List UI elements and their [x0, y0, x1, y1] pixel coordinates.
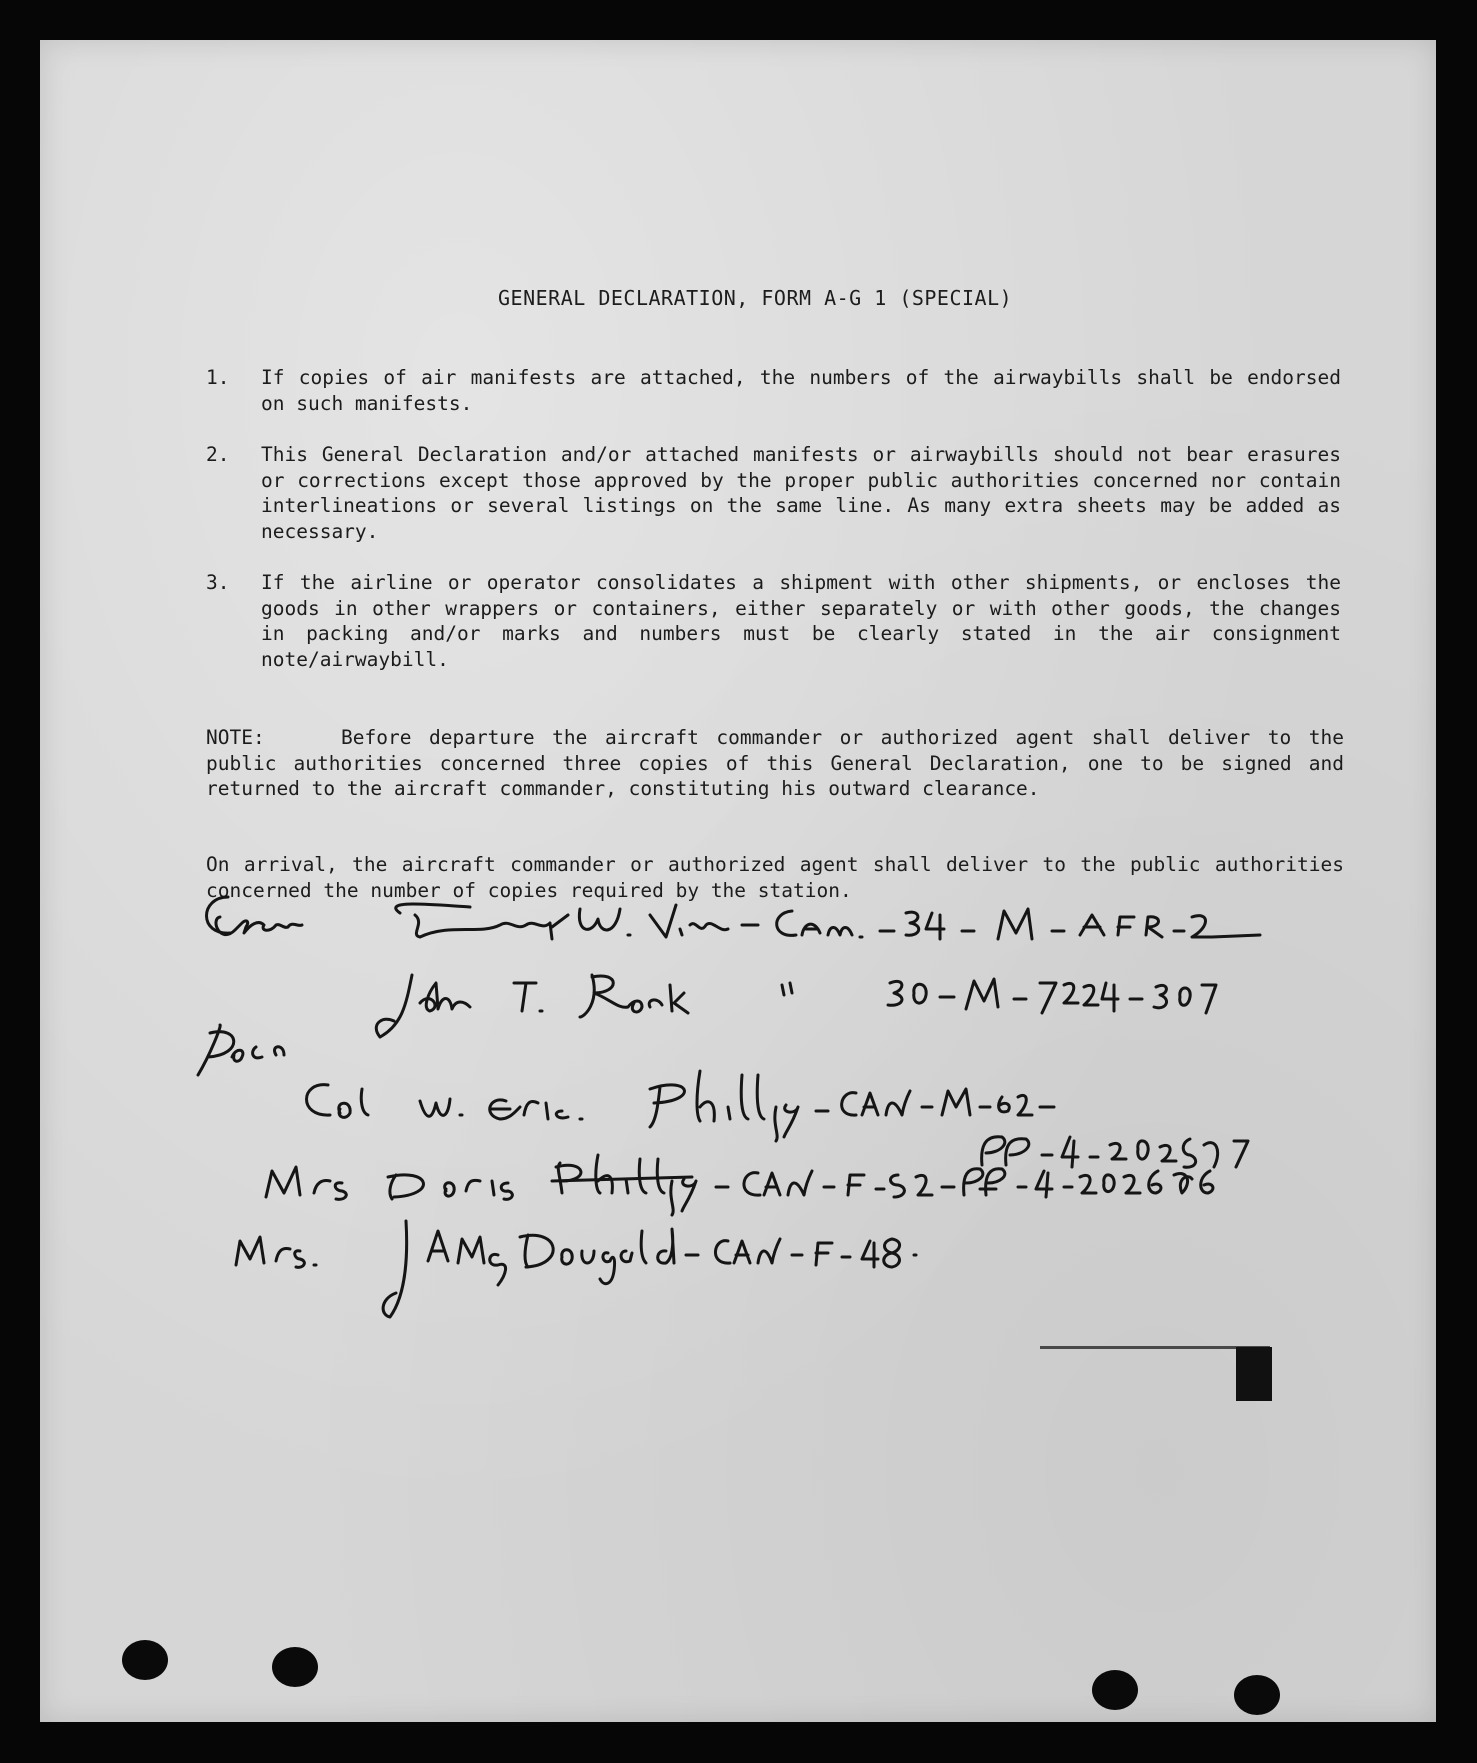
page-title: GENERAL DECLARATION, FORM A-G 1 (SPECIAL) — [498, 286, 1013, 310]
punch-hole — [1234, 1675, 1280, 1715]
punch-hole — [272, 1647, 318, 1687]
punch-hole — [1092, 1670, 1138, 1710]
list-item-number: 1. — [206, 366, 230, 389]
list-item-text: If copies of air manifests are attached, the numbers of the airwaybills shall be endorsed on such manifests. — [261, 366, 1341, 415]
list-item-text: If the airline or operator consolidates a shipment with other shipments, or encloses the goods in other wrappers or containers, either separately or with other goods, the changes in packing and/or marks and numbers must be clearly stated in the air consignment note/airwaybill. — [261, 571, 1341, 671]
list-item-number: 2. — [206, 443, 230, 466]
note-paragraph — [206, 725, 1344, 802]
list-item-number: 3. — [206, 571, 230, 594]
note-label: NOTE: — [206, 726, 265, 749]
arrival-paragraph: On arrival, the aircraft commander or authorized agent shall deliver to the public authorities concerned the number of copies required by the station. — [206, 853, 1344, 902]
punch-hole — [122, 1640, 168, 1680]
note-text: Before departure the aircraft commander or authorized agent shall deliver to the public authorities concerned three copies of this General Declaration, one to be signed and returned to the aircraft commander, constituting his outward clearance. — [206, 726, 1344, 800]
handwritten-manifest — [180, 875, 1420, 1375]
list-item-text: This General Declaration and/or attached manifests or airwaybills should not bear erasures or corrections except those approved by the proper public authorities concerned nor contain interlineations or several listings on the same line. As many extra sheets may be added as necessary. — [261, 443, 1341, 543]
